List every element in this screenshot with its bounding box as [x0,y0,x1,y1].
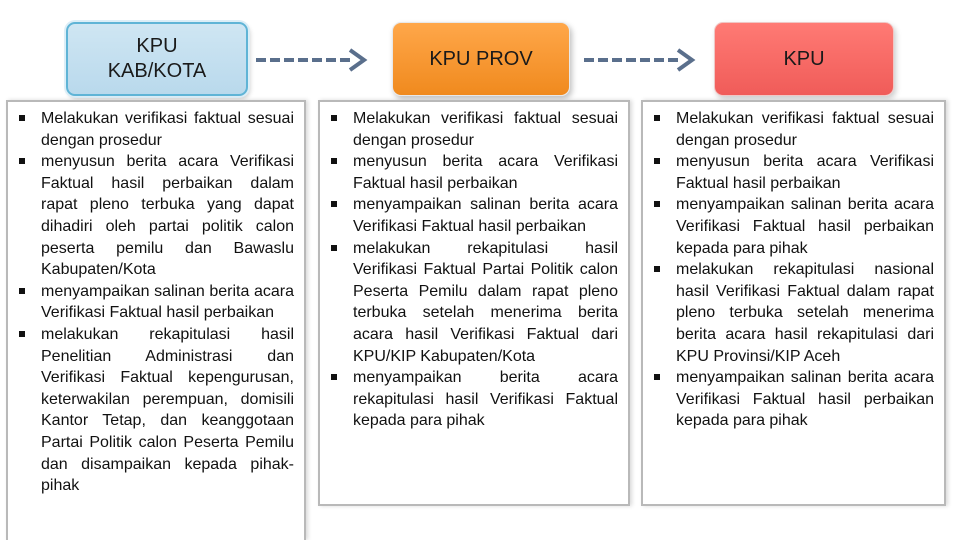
list-item: menyusun berita acara Verifikasi Faktual hasil perbaikan dalam rapat pleno terbuka yang dapat dihadiri oleh partai politik calon peserta pemilu dan Bawaslu Kabupaten/Kota [14,151,294,281]
bullet-icon [331,245,337,251]
list-item: menyampaikan salinan berita acara Verifikasi Faktual hasil perbaikan kepada para pihak [649,194,934,259]
bullet-icon [331,158,337,164]
list-item: menyampaikan salinan berita acara Verifikasi Faktual hasil perbaikan [14,281,294,324]
list-item: menyusun berita acara Verifikasi Faktual hasil perbaikan [649,151,934,194]
list-item: Melakukan verifikasi faktual sesuai dengan prosedur [14,108,294,151]
bullet-icon [331,115,337,121]
task-list [649,108,934,432]
bullet-icon [654,201,660,207]
column-kpu-kab-kota [6,100,306,540]
list-item: melakukan rekapitulasi nasional hasil Verifikasi Faktual dalam rapat pleno terbuka setelah menerima berita acara hasil rekapitulasi dari KPU Provinsi/KIP Aceh [649,259,934,367]
bullet-icon [19,115,25,121]
header-title: KPU PROV [429,47,533,70]
dashed-arrow-icon [584,45,704,75]
list-item: menyusun berita acara Verifikasi Faktual hasil perbaikan [326,151,618,194]
bullet-icon [19,331,25,337]
column-kpu [641,100,946,506]
task-list [14,108,294,497]
dashed-arrow-icon [256,45,376,75]
bullet-icon [331,374,337,380]
list-item: menyampaikan salinan berita acara Verifikasi Faktual hasil perbaikan [326,194,618,237]
header-title: KPU [783,47,825,70]
task-list [326,108,618,432]
header-title-line1: KPU [136,35,178,57]
list-item: menyampaikan berita acara rekapitulasi hasil Verifikasi Faktual kepada para pihak [326,367,618,432]
bullet-icon [654,374,660,380]
bullet-icon [331,201,337,207]
bullet-icon [654,266,660,272]
list-item: Melakukan verifikasi faktual sesuai dengan prosedur [649,108,934,151]
list-item: melakukan rekapitulasi hasil Verifikasi Faktual Partai Politik calon Peserta Pemilu dalam rapat pleno terbuka setelah menerima berita acara hasil Verifikasi Faktual dari KPU/KIP Kabupaten/Kota [326,238,618,368]
header-title-line2: KAB/KOTA [107,60,207,82]
bullet-icon [654,115,660,121]
bullet-icon [654,158,660,164]
list-item: melakukan rekapitulasi hasil Penelitian Administrasi dan Verifikasi Faktual kepengurusan, keterwakilan perempuan, domisili Kantor Tetap, dan keanggotaan Partai Politik calon Peserta Pemilu dan disampaikan kepada pihak-pihak [14,324,294,497]
header-kpu-kab-kota [66,22,248,96]
header-kpu-prov [392,22,570,96]
bullet-icon [19,158,25,164]
header-kpu [714,22,894,96]
column-kpu-prov [318,100,630,506]
list-item: menyampaikan salinan berita acara Verifikasi Faktual hasil perbaikan kepada para pihak [649,367,934,432]
list-item: Melakukan verifikasi faktual sesuai dengan prosedur [326,108,618,151]
bullet-icon [19,288,25,294]
